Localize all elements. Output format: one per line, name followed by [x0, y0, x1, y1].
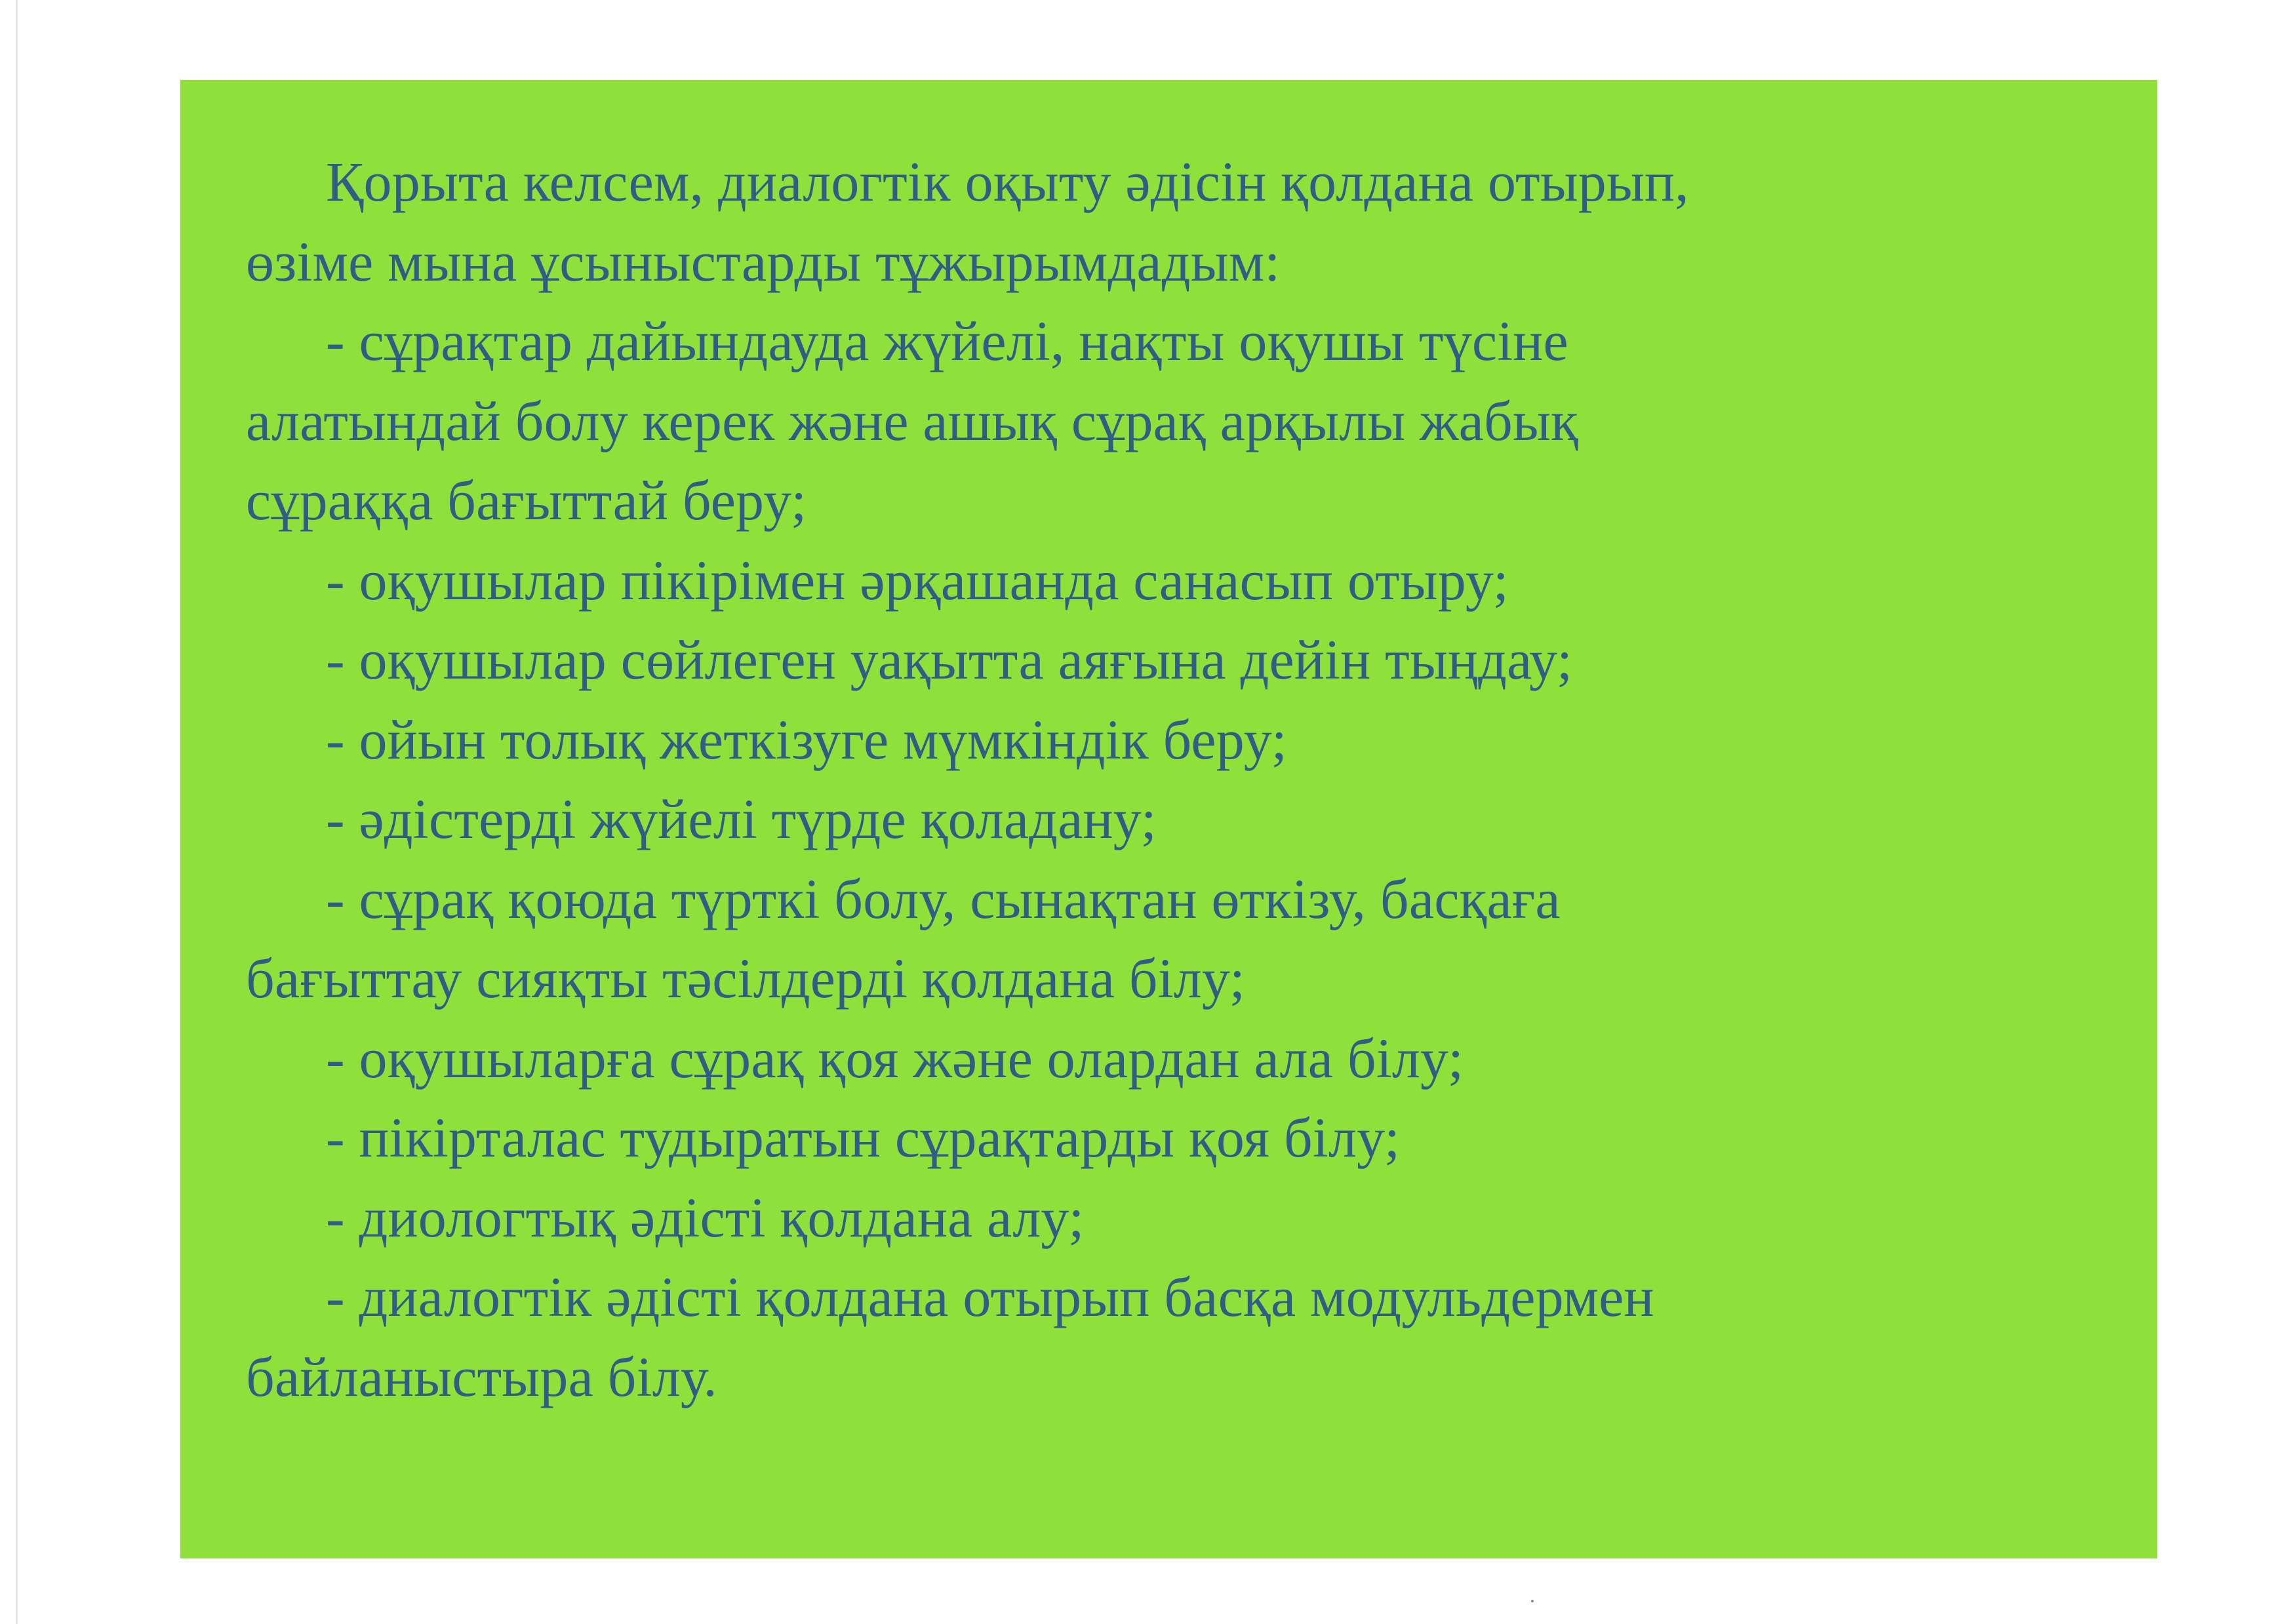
list-item: - оқушыларға сұрақ қоя және олардан ала білу;: [326, 1026, 1464, 1090]
recommendations-text: [246, 142, 2115, 1417]
list-item: - пікірталас тудыратын сұрақтарды қоя білу;: [326, 1106, 1401, 1169]
scan-speck: [1531, 1600, 1534, 1602]
list-item: - әдістерді жүйелі түрде қоладану;: [326, 787, 1157, 850]
list-item: - сұрақ қоюда түрткі болу, сынақтан өткізу, басқаға бағыттау сияқты тәсілдерді қолдана білу;: [246, 867, 1561, 1010]
list-item: - ойын толық жеткізуге мүмкіндік беру;: [326, 707, 1287, 771]
list-item: - диологтық әдісті қолдана алу;: [326, 1185, 1085, 1249]
list-item: - оқушылар сөйлеген уақытта аяғына дейін тыңдау;: [326, 628, 1573, 691]
list-item: - сұрақтар дайындауда жүйелі, нақты оқушы түсіне алатындай болу керек және ашық сұрақ арқылы жабық сұраққа бағыттай беру;: [246, 309, 1578, 532]
green-text-panel: [180, 80, 2157, 1558]
list-item: - диалогтік әдісті қолдана отырып басқа модульдермен байланыстыра білу.: [246, 1265, 1654, 1408]
scan-edge-line: [16, 0, 18, 1624]
intro-paragraph: Қорыта келсем, диалогтік оқыту әдісін қолдана отырып, өзіме мына ұсыныстарды тұжырымдадым:: [246, 150, 1689, 293]
list-item: - оқушылар пікірімен әрқашанда санасып отыру;: [326, 548, 1509, 612]
